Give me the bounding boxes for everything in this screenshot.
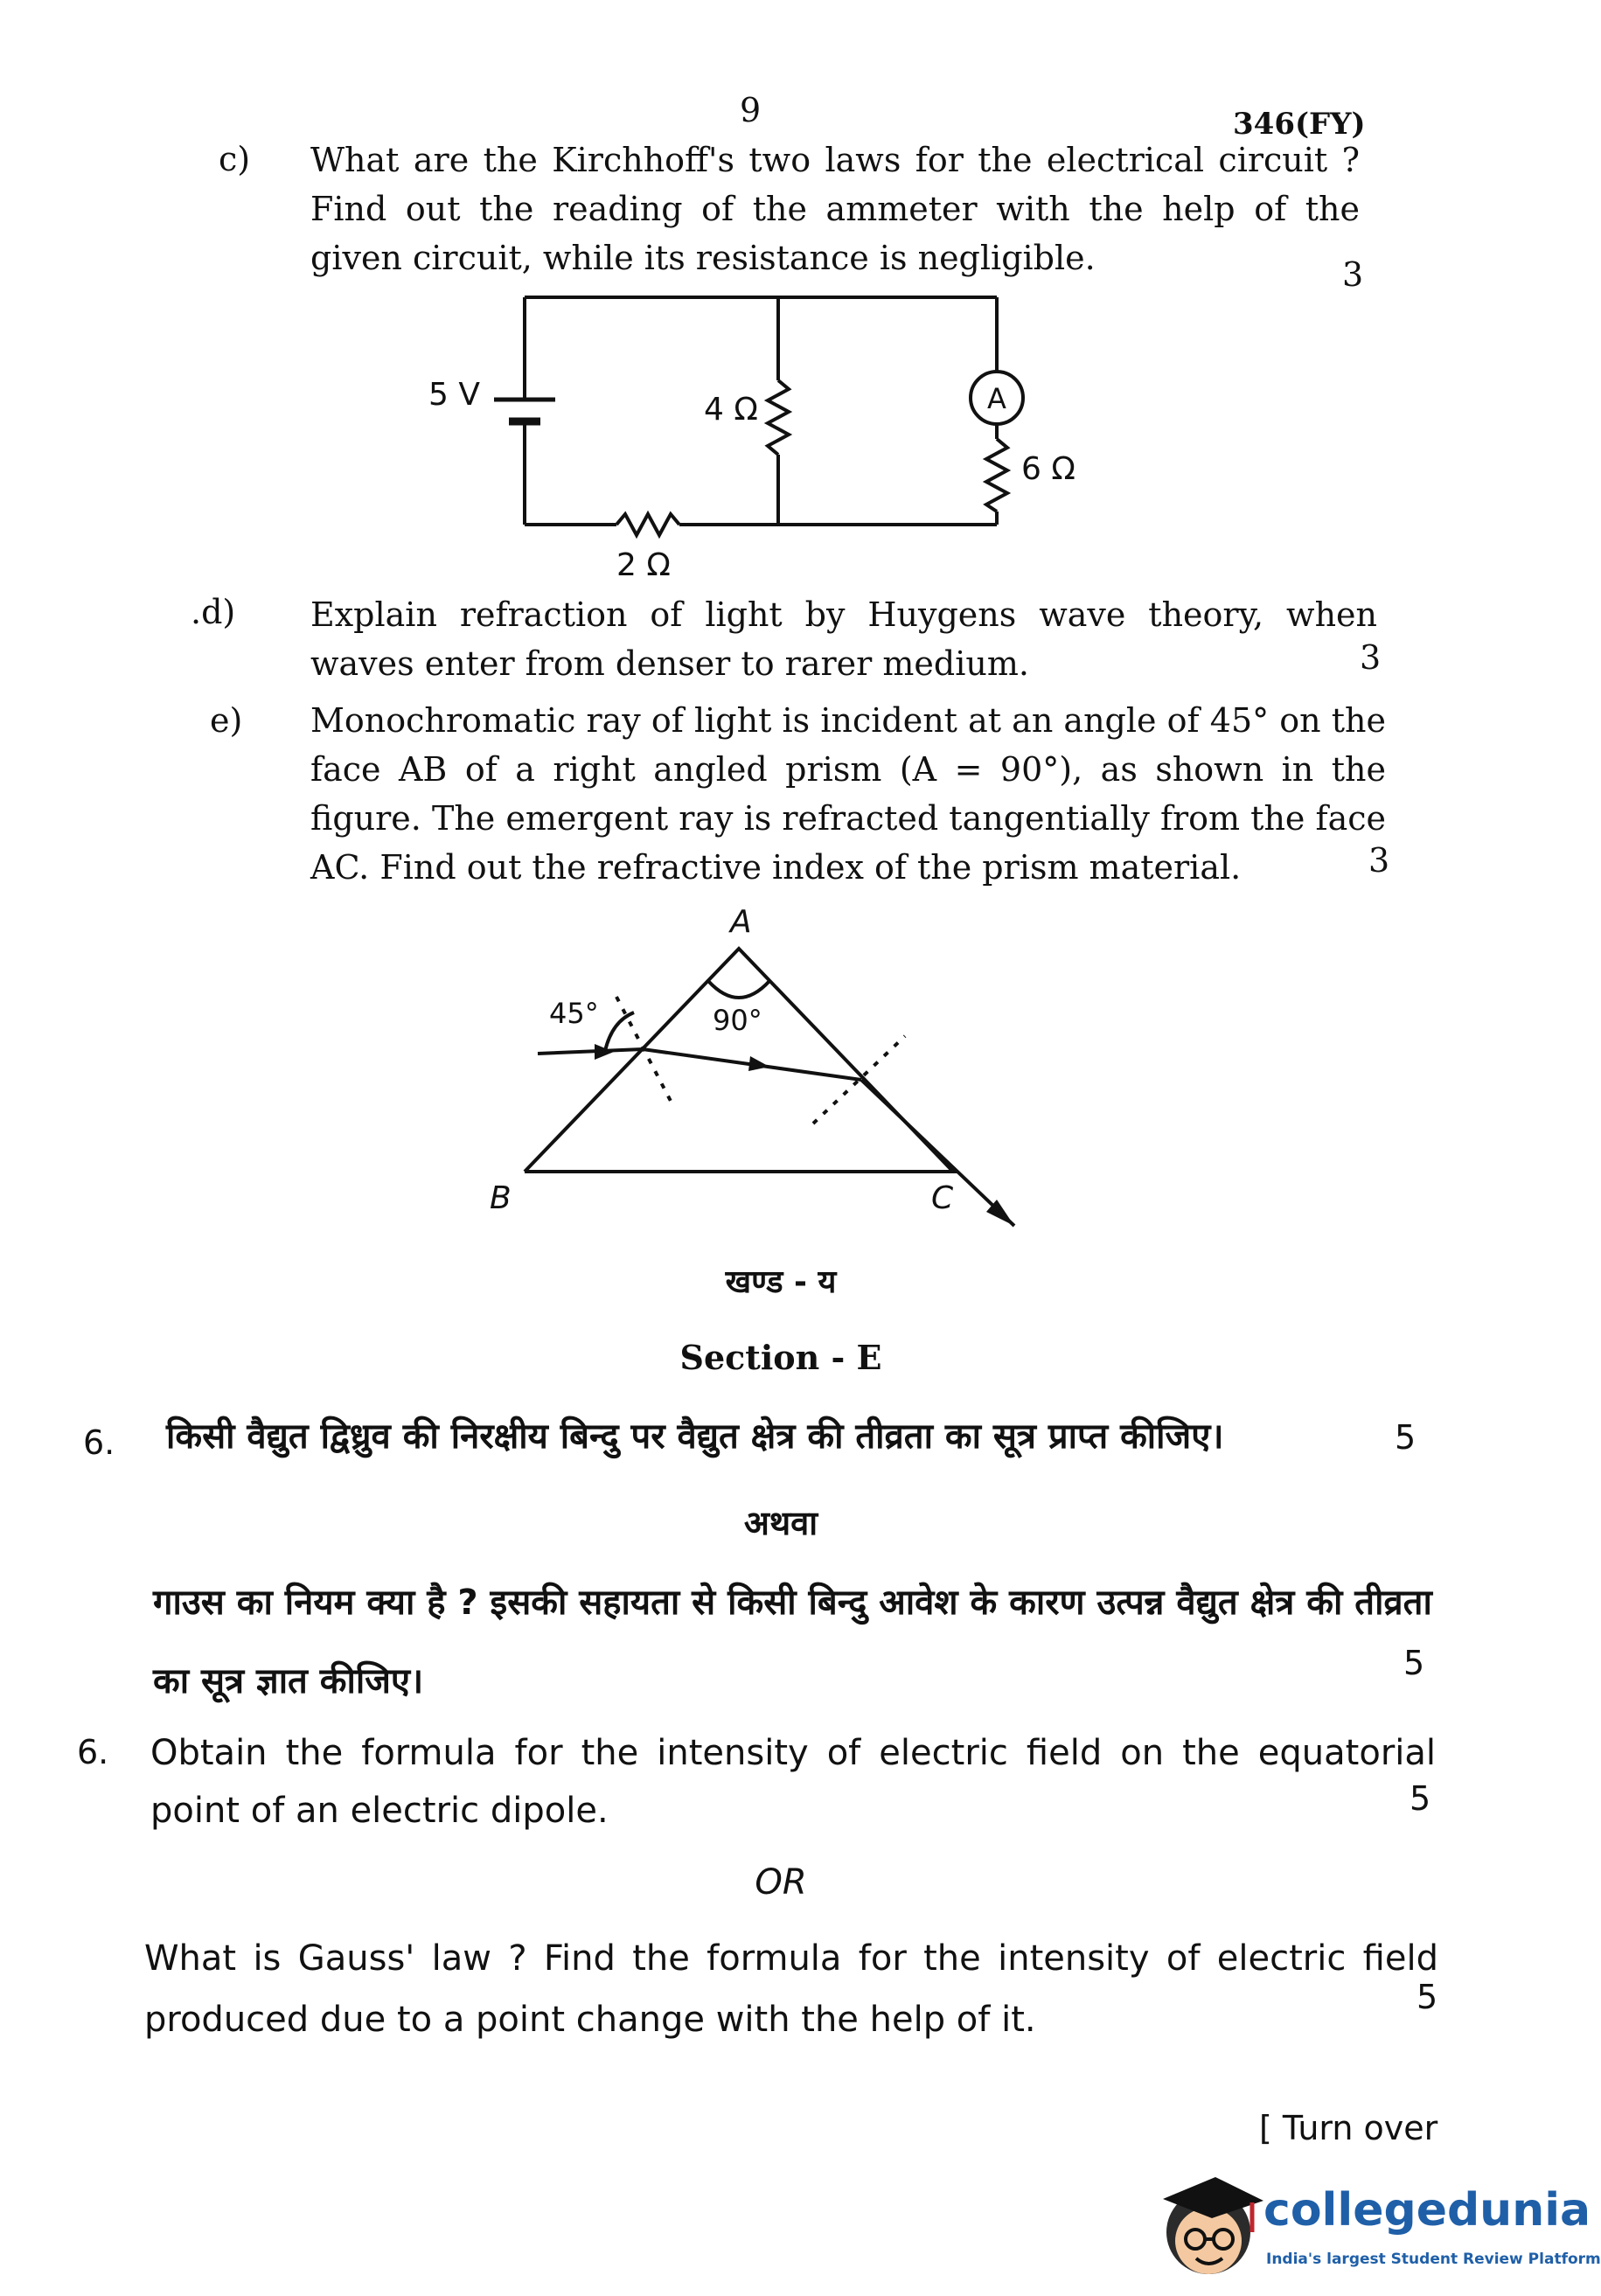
refracted-arrow-icon [748,1056,769,1071]
brand-tagline: India's largest Student Review Platform [1266,2251,1601,2268]
question-e-marks: 3 [1368,841,1390,880]
student-mascot-icon [1154,2164,1268,2286]
resistor-6-label: 6 Ω [1021,451,1075,487]
q6-hindi-text: किसी वैद्युत द्विध्रुव की निरक्षीय बिन्दु पर वैद्युत क्षेत्र की तीव्रता का सूत्र प्राप्त कीजिए। [166,1416,1224,1457]
vertex-b-label: B [490,1180,512,1216]
q6-hindi-number: 6. [83,1423,115,1462]
q6-english-alt-marks: 5 [1417,1978,1438,2016]
resistor-4-label: 4 Ω [704,392,758,428]
brand-logo [1154,2160,1601,2291]
question-c-text: What are the Kirchhoff's two laws for the electrical circuit ? Find out the reading of the ammeter with the help of the given circuit, while its resistance is negligible. [310,141,1360,277]
prism-diagram [472,901,1032,1233]
q6-english-marks: 5 [1410,1779,1431,1818]
vertex-a-label: A [730,904,752,940]
resistor-2-label: 2 Ω [616,547,671,583]
question-e-text: Monochromatic ray of light is incident at an angle of 45° on the face AB of a right angled prism (A = 90°), as shown in the figure. The emergent ray is refracted tangentially from the face AC. Find out the refractive index of the prism material. [310,701,1386,887]
paper-code: 346(FY) [1233,107,1366,142]
question-d-label: .d) [191,593,236,631]
q6-english-or: OR [755,1862,807,1903]
incident-arrow-icon [595,1044,614,1060]
battery-voltage-label: 5 V [428,377,480,413]
q6-english-text: Obtain the formula for the intensity of electric field on the equatorial point of an electric dipole. [150,1733,1436,1831]
q6-hindi-alt-marks: 5 [1403,1644,1425,1682]
section-hindi-title: खण्ड - य [725,1264,837,1300]
circuit-diagram [411,289,1110,586]
apex-angle-label: 90° [713,1004,762,1037]
vertex-c-label: C [931,1180,954,1216]
q6-english-number: 6. [77,1733,109,1771]
section-english-title: Section - E [679,1338,882,1377]
page-number: 9 [740,91,762,129]
question-c-marks: 3 [1342,255,1364,294]
incidence-angle-label: 45° [549,997,599,1030]
q6-english-alt-text: What is Gauss' law ? Find the formula for the intensity of electric field produced due to a point change with the help of it. [144,1938,1438,2040]
brand-name: collegedunia [1263,2184,1591,2237]
turn-over-note: [ Turn over [1259,2109,1438,2147]
q6-hindi-marks: 5 [1395,1418,1417,1457]
ammeter-icon: A [987,382,1006,415]
q6-hindi-alt-text: गाउस का नियम क्या है ? इसकी सहायता से किसी बिन्दु आवेश के कारण उत्पन्न वैद्युत क्षेत्र की तीव्रता का सूत्र ज्ञात कीजिए। [153,1583,1432,1701]
q6-hindi-or: अथवा [743,1504,818,1542]
battery-icon [494,400,555,421]
question-d-text: Explain refraction of light by Huygens wave theory, when waves enter from denser to rarer medium. [310,595,1377,683]
question-e-label: e) [210,701,243,740]
question-d-marks: 3 [1360,638,1382,677]
question-c-label: c) [219,140,251,178]
